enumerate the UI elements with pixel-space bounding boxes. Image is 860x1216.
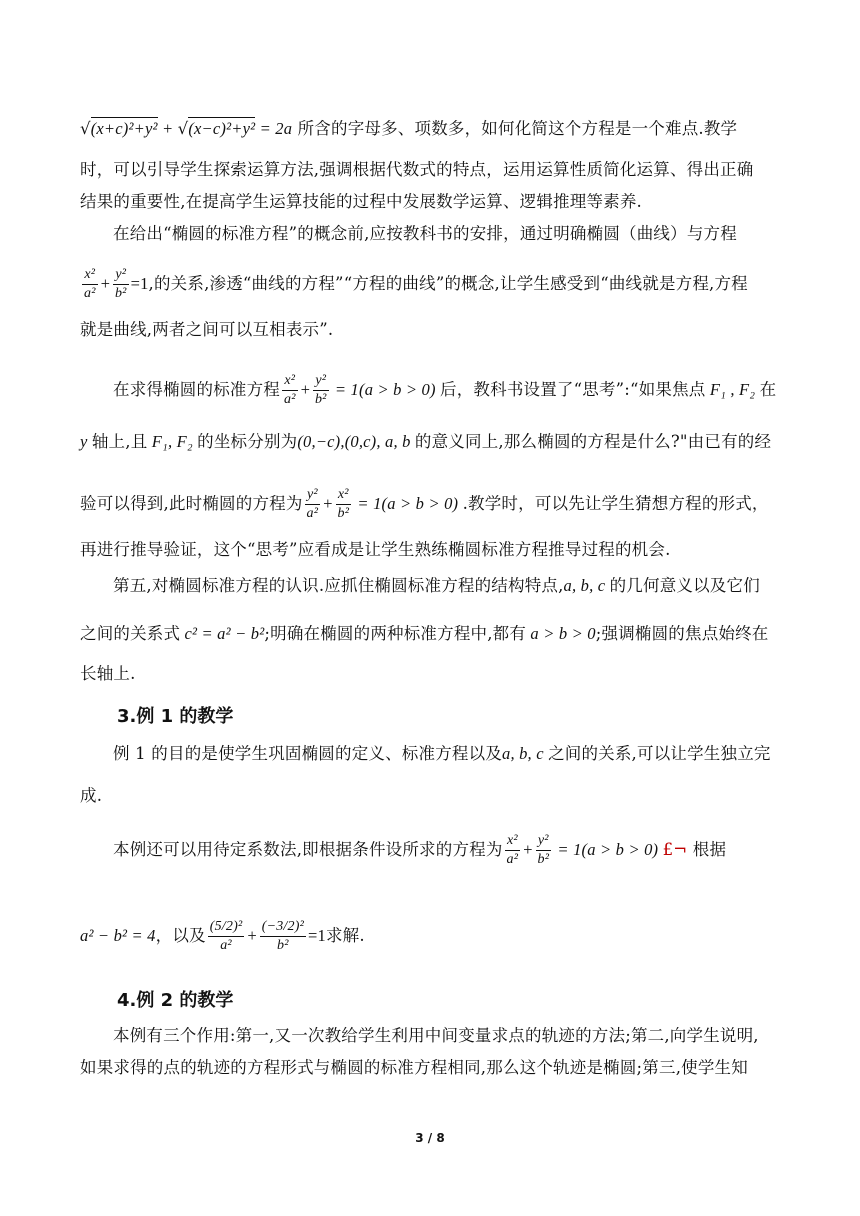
paragraph-line: 本例有三个作用:第一,又一次教给学生利用中间变量求点的轨迹的方法;第二,向学生说明, [113, 1026, 759, 1045]
formula-fraction: $\frac{\text{y²}}{\text{b²}}$ [114, 267, 127, 301]
paragraph-line: y 轴上,且 F₁, F₂ 的坐标分别为(0,−c),(0,c), a, b 的意义同上,那么椭圆的方程是什么?"由已有的经 [80, 432, 772, 451]
paragraph-line: 成. [80, 786, 103, 805]
paragraph-line: 在给出“椭圆的标准方程”的概念前,应按教科书的安排，通过明确椭圆（曲线）与方程 [113, 224, 737, 243]
paragraph-line: √(x+c)²+y² + √(x−c)²+y² = 2a 所含的字母多、项数多，如何化简这个方程是一个难点.教学 [80, 119, 738, 138]
paragraph-line: 例 1 的目的是使学生巩固椭圆的定义、标准方程以及a, b, c 之间的关系,可以让学生独立完 [113, 744, 771, 763]
section-heading: 3.例 1 的教学 [117, 706, 234, 727]
paragraph-line: 验可以得到,此时椭圆的方程为 $\frac{\text{y²}}{\text{a²}}$ + $\frac{\text{x²}}{\text{b²}}$ = 1(a > b > 0) .教学时，可以先让学生猜想方程的形式， [80, 487, 769, 521]
paragraph-line: 本例还可以用待定系数法,即根据条件设所求的方程为 $\frac{\text{x²}}{\text{a²}}$ + $\frac{\text{y²}}{\text{b²}}$ = 1(a > b > 0) £¬ 根据 [113, 833, 727, 867]
paragraph-line: 在求得椭圆的标准方程 $\frac{\text{x²}}{\text{a²}}$ + $\frac{\text{y²}}{\text{b²}}$ = 1(a > b > 0) 后，教科书设置了“思考”:“如果焦点 F₁ , F₂ 在 [113, 373, 777, 407]
paragraph-line: 再进行推导验证，这个“思考”应看成是让学生熟练椭圆标准方程推导过程的机会. [80, 540, 671, 559]
paragraph-line: 长轴上. [80, 664, 136, 683]
section-heading: 4.例 2 的教学 [117, 990, 234, 1011]
formula-ellipse-distance: √(x+c)²+y² + √(x−c)²+y² = 2a [80, 119, 293, 138]
paragraph-line: 如果求得的点的轨迹的方程形式与椭圆的标准方程相同,那么这个轨迹是椭圆;第三,使学生知 [80, 1058, 748, 1077]
paragraph-line: 之间的关系式 c² = a² − b²;明确在椭圆的两种标准方程中,都有 a > b > 0;强调椭圆的焦点始终在 [80, 624, 769, 643]
paragraph-line: 时，可以引导学生探索运算方法,强调根据代数式的特点，运用运算性质简化运算、得出正确 [80, 160, 754, 179]
paragraph-line: 第五,对椭圆标准方程的认识.应抓住椭圆标准方程的结构特点,a, b, c 的几何意义以及它们 [113, 576, 760, 595]
formula-fraction: $\frac{\text{x²}}{\text{a²}}$ [84, 267, 96, 301]
garbled-glyph: £¬ [662, 840, 688, 859]
paragraph-line: 结果的重要性,在提高学生运算技能的过程中发展数学运算、逻辑推理等素养. [80, 192, 642, 211]
paragraph-line: $\frac{\text{x²}}{\text{a²}}$ + $\frac{\text{y²}}{\text{b²}}$ =1,的关系,渗透“曲线的方程”“方程的曲线”的概念,让学生感受到“曲线就是方程,方程 [84, 267, 748, 301]
paragraph-line: 就是曲线,两者之间可以互相表示”. [80, 320, 334, 339]
paragraph-line: a² − b² = 4，以及 $\frac{\text{(5/2)²}}{\text{a²}}$ + $\frac{\text{(−3/2)²}}{\text{b²}}$ =1求解. [80, 919, 365, 953]
page-number: 3 / 8 [415, 1131, 445, 1145]
